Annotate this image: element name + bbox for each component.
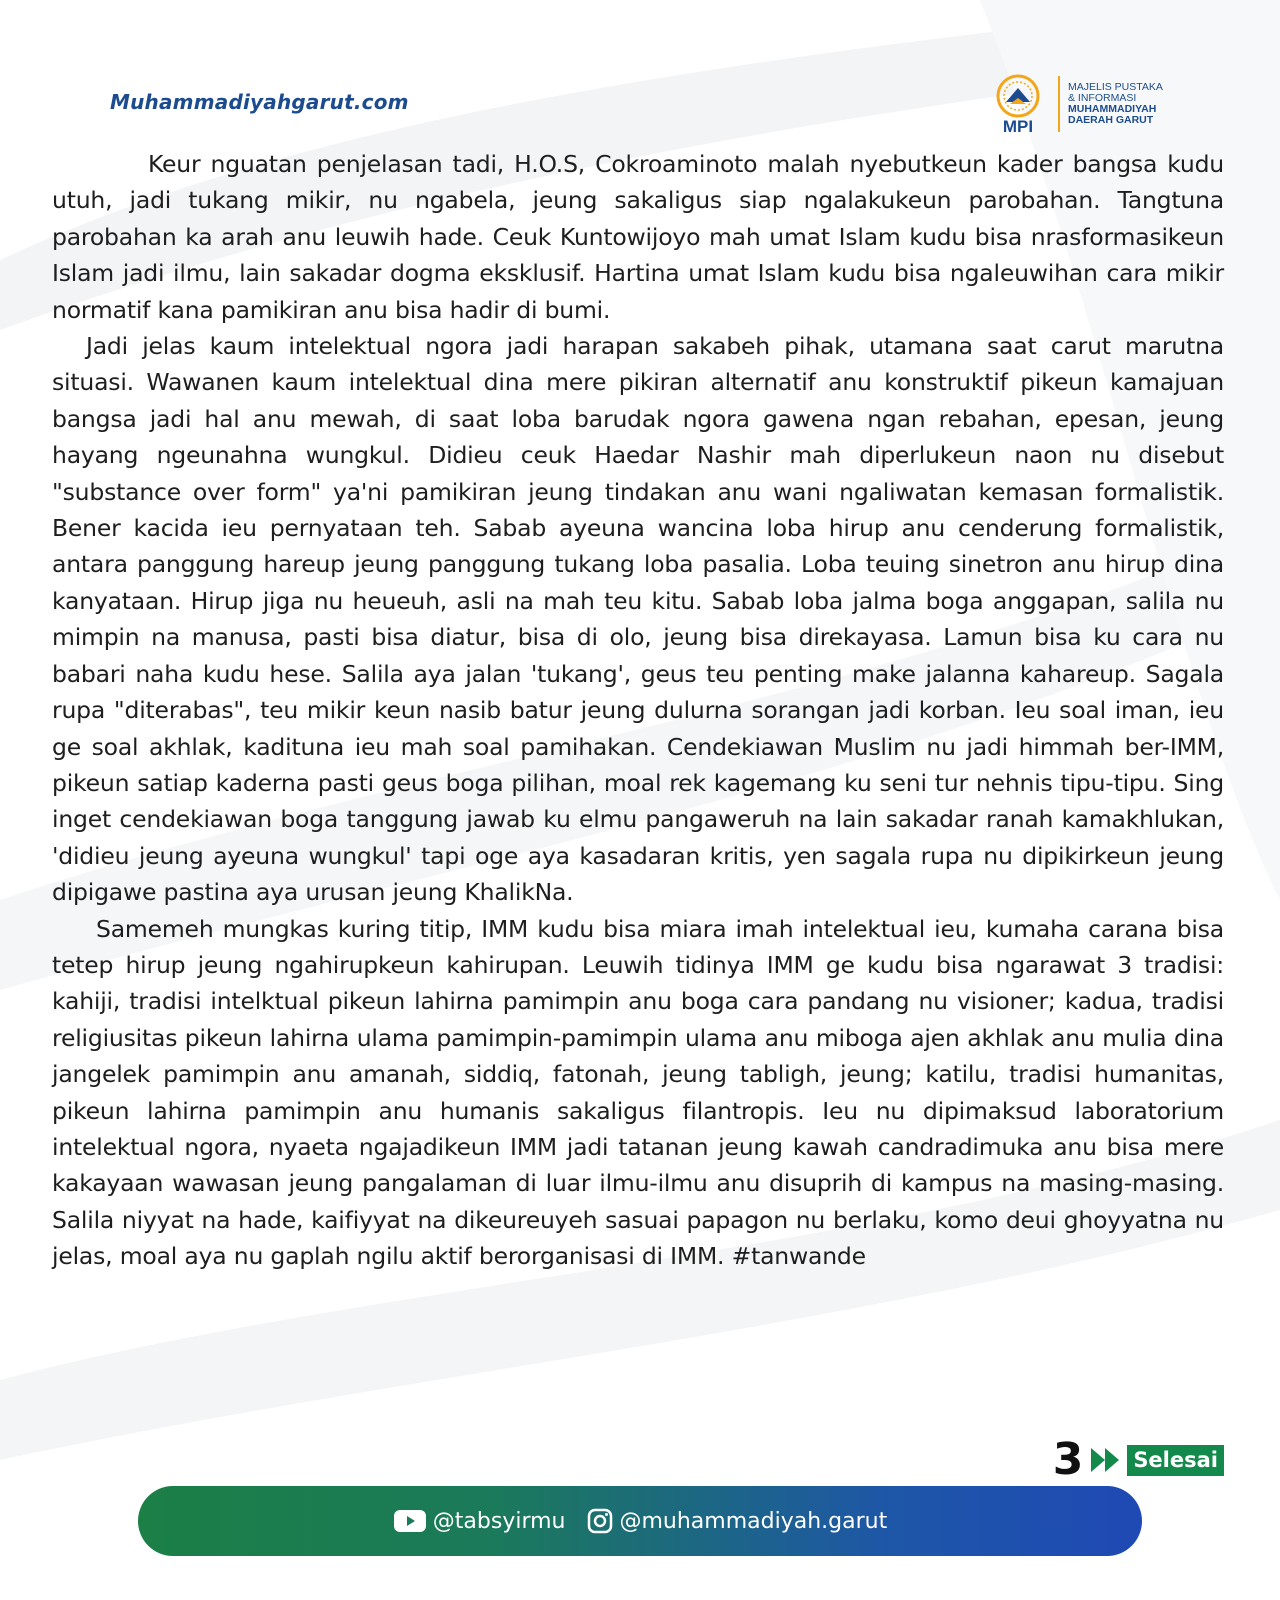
paragraph-3: Samemeh mungkas kuring titip, IMM kudu bisa miara imah intelektual ieu, kumaha carana bisa tetep hirup jeung ngahirupkeun kahirupan. Leuwih tidinya IMM ge kudu bisa ngarawat 3 tradisi: kahiji, tradisi intelktual pikeun lahirna pamimpin anu boga cara pandang nu visioner; kadua, tradisi religiusitas pikeun lahirna ulama pamimpin-pamimpin ulama anu miboga ajen akhlak anu mulia dina jangelek pamimpin anu amanah, siddiq, fatonah, jeung tabligh, jeung; katilu, tradisi humanitas, pikeun lahirna pamimpin anu humanis sakaligus filantropis. Ieu nu dipimaksud laboratorium intelektual ngora, nyaeta ngajadikeun IMM jadi tatanan jeung kawah candradimuka anu bisa mere kakayaan wawasan jeung pangalaman di luar ilmu-ilmu anu disuprih di kampus na masing-masing. Salila niyyat na hade, kaifiyyat na dikeureuyeh sasuai papagon nu berlaku, komo deui ghoyyatna nu jelas, moal aya nu gaplah ngilu aktif berorganisasi di IMM. #tanwande	[52, 914, 1224, 1271]
paragraph-1: Keur nguatan penjelasan tadi, H.O.S, Cokroaminoto malah nyebutkeun kader bangsa kudu utuh, jadi tukang mikir, nu ngabela, jeung sakaligus siap ngalakukeun parobahan. Tangtuna parobahan ka arah anu leuwih hade. Ceuk Kuntowijoyo mah umat Islam kudu bisa nrasformasikeun Islam jadi ilmu, lain sakadar dogma eksklusif. Hartina umat Islam kudu bisa ngaleuwihan cara mikir normatif kana pamikiran anu bisa hadir di bumi.	[52, 150, 1224, 324]
page-number: 3	[1052, 1434, 1084, 1485]
logo-line-2: & INFORMASI	[1068, 92, 1137, 104]
instagram-handle: @muhammadiyah.garut	[619, 1508, 888, 1534]
logo-line-1: MAJELIS PUSTAKA	[1068, 81, 1163, 93]
page-marker	[1052, 1434, 1224, 1485]
paragraph-2: Jadi jelas kaum intelektual ngora jadi harapan sakabeh pihak, utamana saat carut marutna situasi. Wawanen kaum intelektual dina mere pikiran alternatif anu konstruktif pikeun kamajuan bangsa jadi hal anu mewah, di saat loba barudak ngora gawena ngan rebahan, epesan, jeung hayang ngeunahna wungkul. Didieu ceuk Haedar Nashir mah diperlukeun naon nu disebut "substance over form" ya'ni pamikiran jeung tindakan anu wani ngaliwatan kemasan formalistik. Bener kacida ieu pernyataan teh. Sabab ayeuna wancina loba hirup anu cenderung formalistik, antara panggung hareup jeung panggung tukang loba pasalia. Loba teuing sinetron anu hirup dina kanyataan. Hirup jiga nu heueuh, asli na mah teu kitu. Sabab loba jalma boga anggapan, salila nu mimpin na manusa, pasti bisa diatur, bisa di olo, jeung bisa direkayasa. Lamun bisa ku cara nu babari naha kudu hese. Salila aya jalan 'tukang', geus teu penting make jalanna kahareup. Sagala rupa "diterabas", teu mikir keun nasib batur jeung dulurna sorangan jadi korban. Ieu soal iman, ieu ge soal akhlak, kadituna ieu mah soal pamihakan. Cendekiawan Muslim nu jadi himmah ber-IMM, pikeun satiap kaderna pasti geus boga pilihan, moal rek kagemang ku seni tur nehnis tipu-tipu. Sing inget cendekiawan boga tanggung jawab ku elmu pangaweruh na lain sakadar ranah kamakhlukan, 'didieu jeung ayeuna wungkul' tapi oge aya kasadaran kritis, yen sagala rupa nu dipikirkeun jeung dipigawe pastina aya urusan jeung KhalikNa.	[52, 332, 1224, 907]
youtube-link[interactable]	[393, 1509, 566, 1534]
logo-separator	[1058, 76, 1060, 132]
instagram-icon	[587, 1508, 613, 1534]
site-url[interactable]: Muhammadiyahgarut.com	[110, 90, 409, 114]
article-body	[52, 146, 1224, 1275]
selesai-badge: Selesai	[1127, 1445, 1224, 1476]
logo-line-4: DAERAH GARUT	[1068, 114, 1154, 126]
youtube-icon	[393, 1509, 427, 1533]
mpi-emblem-icon	[988, 72, 1052, 136]
youtube-handle: @tabsyirmu	[432, 1508, 566, 1534]
emblem-text: MPI	[1002, 117, 1034, 136]
footer-social-bar	[138, 1486, 1142, 1556]
instagram-link[interactable]	[587, 1508, 887, 1534]
logo-line-3: MUHAMMADIYAH	[1068, 103, 1157, 115]
mpi-logo	[988, 72, 1163, 136]
logo-text	[1068, 82, 1163, 126]
double-arrow-icon	[1089, 1446, 1123, 1474]
